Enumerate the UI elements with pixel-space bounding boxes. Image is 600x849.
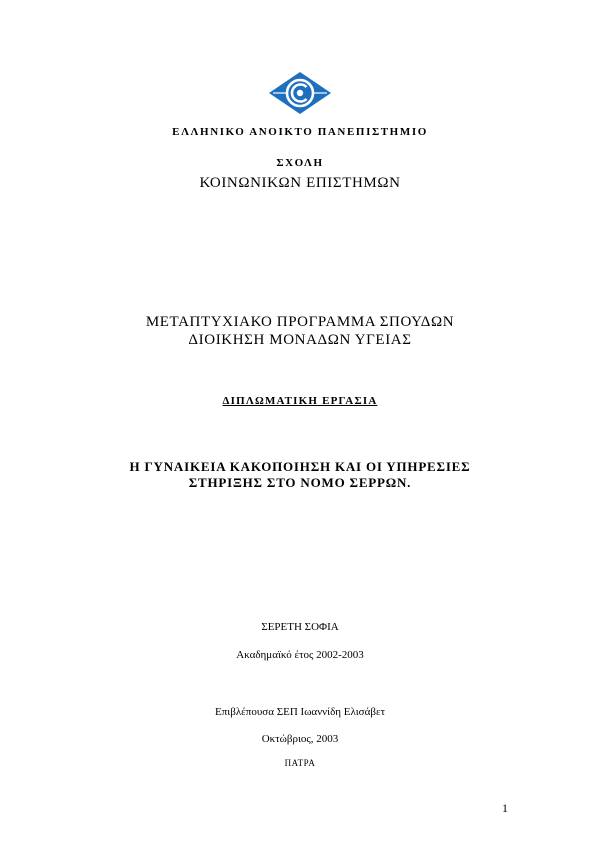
school-name: ΚΟΙΝΩΝΙΚΩΝ ΕΠΙΣΤΗΜΩΝ [199, 175, 401, 191]
thesis-title-line-2: ΣΤΗΡΙΞΗΣ ΣΤΟ ΝΟΜΟ ΣΕΡΡΩΝ. [188, 475, 412, 490]
thesis-type: ΔΙΠΛΩΜΑΤΙΚΗ ΕΡΓΑΣΙΑ [222, 395, 378, 407]
university-name: ΕΛΛΗΝΙΚΟ ΑΝΟΙΚΤΟ ΠΑΝΕΠΙΣΤΗΜΙΟ [172, 126, 428, 138]
university-logo-icon [268, 71, 332, 115]
thesis-title-line-1: Η ΓΥΝΑΙΚΕΙΑ ΚΑΚΟΠΟΙΗΣΗ ΚΑΙ ΟΙ ΥΠΗΡΕΣΙΕΣ [129, 459, 471, 474]
page-number: 1 [502, 801, 508, 815]
program-name: ΜΕΤΑΠΤΥΧΙΑΚΟ ΠΡΟΓΡΑΜΜΑ ΣΠΟΥΔΩΝ [145, 314, 455, 330]
city: ΠΑΤΡΑ [284, 758, 316, 768]
author-name: ΣΕΡΕΤΗ ΣΟΦΙΑ [261, 621, 339, 633]
supervisor: Επιβλέπουσα ΣΕΠ Ιωαννίδη Ελισάβετ [214, 706, 385, 718]
program-subtitle: ΔΙΟΙΚΗΣΗ ΜΟΝΑΔΩΝ ΥΓΕΙΑΣ [188, 332, 412, 348]
submission-date: Οκτώβριος, 2003 [261, 733, 339, 745]
academic-year: Ακαδημαϊκό έτος 2002-2003 [236, 649, 364, 661]
school-label: ΣΧΟΛΗ [276, 157, 324, 169]
